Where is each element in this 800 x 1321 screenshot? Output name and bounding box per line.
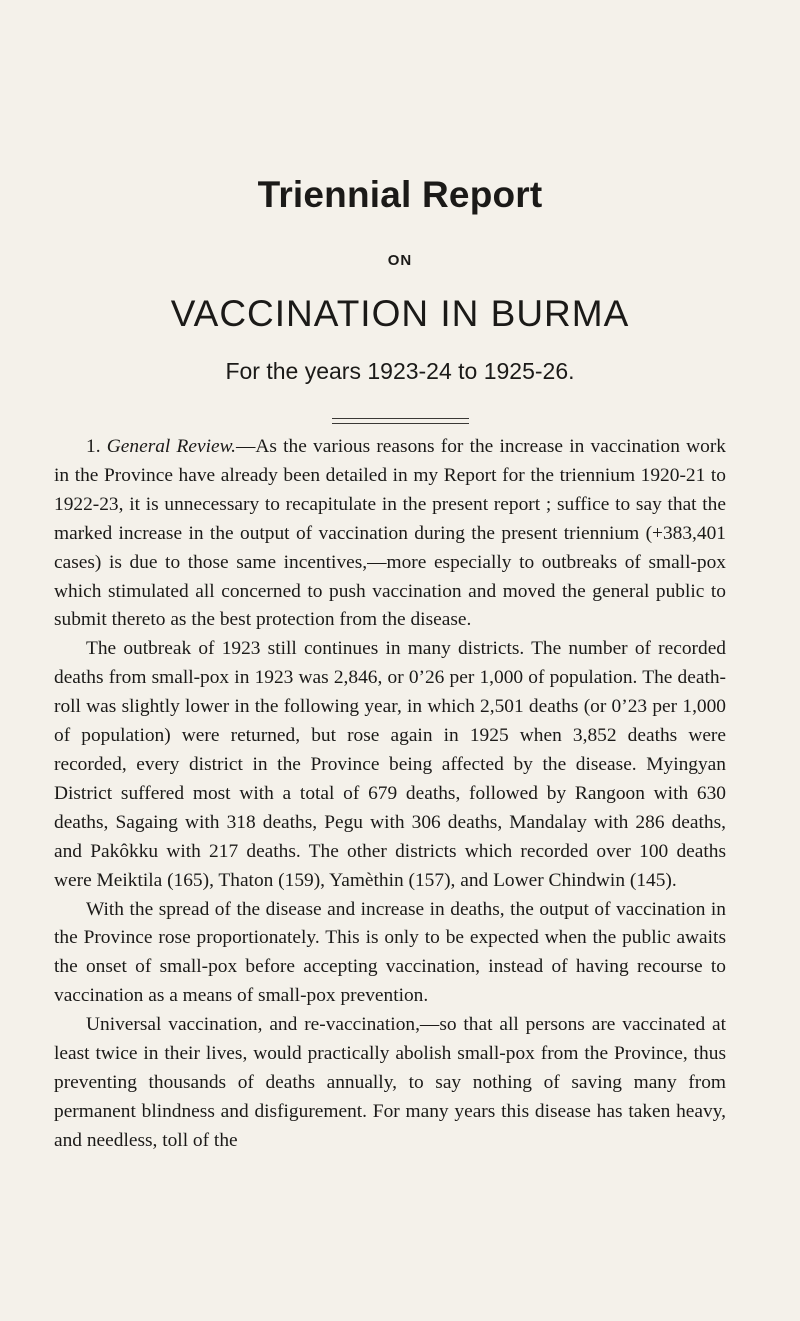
heading-dash: — (235, 436, 256, 457)
report-body (54, 433, 726, 1156)
section-number: 1. (86, 436, 101, 457)
paragraph-spread: With the spread of the disease and increase in deaths, the output of vaccination in the Province rose proportionately. This is only to be expected when the public awaits the onset of small-pox before accepting vaccination, instead of having recourse to vaccination as a means of small-pox prevention. (54, 898, 726, 1007)
paragraph-outbreak: The outbreak of 1923 still continues in many districts. The number of recorded deaths from small-pox in 1923 was 2,846, or 0’26 per 1,000 of population. The death-roll was slightly lower in the following year, in which 2,501 deaths (or 0’23 per 1,000 of population) were returned, but rose again in 1925 when 3,852 deaths were recorded, every district in the Province being affected by the disease. Myingyan District suffered most with a total of 679 deaths, followed by Rangoon with 630 deaths, Sagaing with 318 deaths, Pegu with 306 deaths, Mandalay with 286 deaths, and Pakôkku with 217 deaths. The other districts which recorded over 100 deaths were Meiktila (165), Thaton (159), Yamèthin (157), and Lower Chindwin (145). (54, 638, 726, 891)
report-subtitle: VACCINATION IN BURMA (170, 293, 630, 334)
paragraph-text: As the various reasons for the increase in vaccination work in the Province have already been detailed in my Report for the triennium 1920-21 to 1922-23, it is unnecessary to recapitulate in the present report ; suffice to say that the marked increase in the output of vaccination during the present triennium (+383,401 cases) is due to those same incentives,—more especially to outbreaks of small-pox which stimulated all concerned to push vaccination and moved the general public to submit thereto as the best protection from the disease. (54, 436, 727, 631)
double-rule-divider (332, 418, 469, 424)
report-title: Triennial Report (257, 174, 543, 215)
paragraph-universal-vaccination: Universal vaccination, and re-vaccination,—so that all persons are vaccinated at least twice in their lives, would practically abolish small-pox from the Province, thus preventing thousands of deaths annually, to say nothing of saving many from permanent blindness and disfigurement. For many years this disease has taken heavy, and needless, toll of the (54, 1014, 726, 1151)
section-heading: General Review. (106, 436, 236, 457)
report-years: For the years 1923-24 to 1925-26. (225, 358, 575, 384)
title-connector: ON (387, 252, 413, 269)
paragraph-general-review (54, 433, 726, 635)
